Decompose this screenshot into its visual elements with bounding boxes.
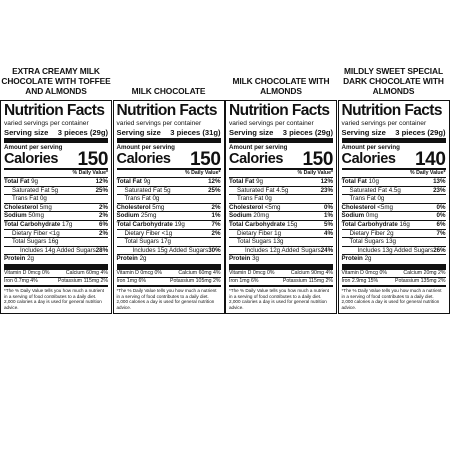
nutrient-amount: 5mg <box>39 203 52 211</box>
nutrient-amount: 10g <box>368 178 379 185</box>
nutrient-amount: 2g <box>27 255 34 263</box>
saturated-fat-row <box>342 186 446 195</box>
nutrient-label: Cholesterol <box>116 203 151 211</box>
nutrient-label: Protein <box>341 255 363 263</box>
serving-size-row <box>229 128 333 137</box>
nutrient-label: Includes 12g Added Sugars <box>245 246 321 254</box>
added-sugars-row <box>4 246 108 255</box>
mineral-dv: 4% <box>30 278 38 285</box>
dietary-fiber-row <box>117 229 221 238</box>
nutrient-amount: 2g <box>364 255 372 263</box>
nutrient-amount: 16g <box>399 220 410 228</box>
product-name: MILDLY SWEET SPECIAL DARK CHOCOLATE WITH ALMONDS <box>343 66 444 96</box>
vitamin-amount: 0mcg <box>27 269 41 276</box>
mineral-label: Calcium <box>65 269 85 276</box>
serving-size-value: 3 pieces (29g) <box>282 128 333 137</box>
nutrient-amount: 20mg <box>253 212 269 220</box>
calories-label: Calories <box>229 151 284 167</box>
nutrient-label: Includes 14g Added Sugars <box>20 246 96 254</box>
amount-per-serving: Amount per serving <box>4 144 63 151</box>
nutrient-dv: 25% <box>208 186 221 194</box>
vitamin-row-1 <box>229 269 333 277</box>
nutrient-label: Cholesterol <box>341 203 376 211</box>
product-column-1 <box>0 66 112 314</box>
product-column-2 <box>113 86 225 314</box>
vitamin-label: Vitamin D <box>116 269 139 276</box>
nutrient-amount: 25mg <box>140 212 157 220</box>
mineral-amount: 1mg <box>126 278 137 285</box>
nutrient-dv: 1% <box>324 212 333 220</box>
nutrient-amount: 5g <box>163 186 171 194</box>
product-column-3 <box>225 76 337 314</box>
mineral-amount: 20mg <box>423 269 437 276</box>
nutrient-dv: 2% <box>211 203 221 211</box>
protein-row <box>229 254 333 263</box>
vitamin-dv: 0% <box>379 269 387 276</box>
mineral-label: Calcium <box>403 269 423 276</box>
nutrient-dv: 23% <box>320 186 333 194</box>
nutrient-label: Total Carbohydrate <box>341 220 398 228</box>
nutrient-label: Total Carbohydrate <box>116 220 173 228</box>
calories-label: Calories <box>116 151 171 167</box>
footnote: *The % Daily Value tells you how much a nutrient in a serving of food contributes to a daily diet. 2,000 calories a day is used for general nutrition advice. <box>229 288 330 310</box>
panel-title: Nutrition Facts <box>4 102 105 119</box>
nutrient-label: Total Sugars <box>124 238 159 246</box>
nutrient-label: Dietary Fiber <box>349 229 385 237</box>
serving-size-row <box>117 128 221 137</box>
added-sugars-row <box>342 246 446 255</box>
added-sugars-row <box>229 246 333 255</box>
mineral-dv: 2% <box>100 278 108 285</box>
saturated-fat-row <box>117 186 221 195</box>
mineral-dv: 6% <box>250 278 259 285</box>
nutrient-amount: 15g <box>287 220 298 228</box>
mineral-dv: 6% <box>138 278 146 285</box>
nutrient-dv: 25% <box>95 186 108 194</box>
nutrient-label: Total Carbohydrate <box>4 220 61 228</box>
nutrient-label: Trans Fat <box>349 195 376 203</box>
nutrient-amount: 5g <box>51 186 59 194</box>
nutrient-dv: 0% <box>436 203 446 211</box>
nutrient-dv: 2% <box>99 203 108 211</box>
nutrient-label: Total Sugars <box>12 238 47 246</box>
daily-value-header: % Daily Value* <box>297 170 333 176</box>
serving-size-row <box>342 128 446 137</box>
mineral-amount: 135mg <box>420 278 437 285</box>
nutrient-label: Cholesterol <box>4 203 39 211</box>
nutrient-label: Sodium <box>341 212 365 220</box>
nutrient-label: Total Fat <box>229 178 255 185</box>
vitamin-row-2 <box>117 277 221 285</box>
mineral-amount: 115mg <box>83 278 100 285</box>
nutrient-label: Saturated Fat <box>349 186 387 194</box>
nutrient-dv: 0% <box>324 203 333 211</box>
serving-size-label: Serving size <box>4 128 49 137</box>
total-fat-row <box>4 177 108 186</box>
sodium-row <box>4 211 108 220</box>
divider-medium <box>4 285 108 287</box>
nutrient-label: Protein <box>116 255 138 263</box>
vitamin-row-2 <box>4 277 108 285</box>
nutrient-dv: 7% <box>211 220 221 228</box>
vitamin-row-1 <box>342 269 446 277</box>
calories-row <box>117 151 221 168</box>
calories-label: Calories <box>4 151 59 167</box>
mineral-dv: 4% <box>325 269 333 276</box>
amount-per-serving: Amount per serving <box>341 144 400 151</box>
servings-per-container: varied servings per container <box>4 120 89 127</box>
cholesterol-row <box>117 203 221 212</box>
carbohydrate-row <box>229 220 333 229</box>
protein-row <box>342 254 446 263</box>
calories-value: 150 <box>189 149 221 170</box>
saturated-fat-row <box>4 186 108 195</box>
nutrient-label: Trans Fat <box>237 195 264 203</box>
nutrient-dv: 12% <box>95 178 108 185</box>
vitamin-label: Vitamin D <box>341 269 364 276</box>
servings-per-container: varied servings per container <box>116 120 202 127</box>
nutrient-amount: 0g <box>377 195 385 203</box>
nutrient-amount: 17g <box>160 238 171 246</box>
trans-fat-row <box>229 194 333 203</box>
daily-value-header: % Daily Value* <box>185 170 221 176</box>
panel-title: Nutrition Facts <box>229 102 330 119</box>
serving-size-row <box>4 128 108 137</box>
nutrient-dv: 23% <box>433 186 446 194</box>
serving-size-label: Serving size <box>116 128 161 137</box>
total-sugars-row <box>229 237 333 246</box>
mineral-dv: 2% <box>438 278 446 285</box>
nutrient-label: Sodium <box>4 212 27 220</box>
divider-thick <box>342 138 446 143</box>
nutrient-label: Includes 13g Added Sugars <box>357 246 434 254</box>
nutrition-facts-panel <box>0 100 112 314</box>
nutrient-label: Dietary Fiber <box>124 229 160 237</box>
sodium-row <box>229 211 333 220</box>
vitamin-amount: 0mcg <box>140 269 154 276</box>
nutrient-label: Dietary Fiber <box>237 229 273 237</box>
mineral-label: Iron <box>341 278 351 285</box>
protein-row <box>4 254 108 263</box>
product-name: EXTRA CREAMY MILK CHOCOLATE WITH TOFFEE AND ALMONDS <box>1 66 111 96</box>
divider-thick <box>4 138 108 143</box>
nutrient-dv: 28% <box>95 246 109 254</box>
nutrient-amount: 5mg <box>152 203 165 211</box>
product-name: MILK CHOCOLATE <box>131 86 206 96</box>
nutrient-dv: 13% <box>433 178 446 185</box>
nutrient-amount: <5mg <box>377 203 393 211</box>
total-fat-row <box>117 177 221 186</box>
mineral-amount: 105mg <box>195 278 212 285</box>
panel-title: Nutrition Facts <box>116 102 217 119</box>
nutrient-dv: 6% <box>436 220 446 228</box>
vitamin-row-1 <box>117 269 221 277</box>
nutrient-dv: 12% <box>208 178 221 185</box>
nutrient-dv: 0% <box>436 212 446 220</box>
mineral-label: Calcium <box>290 269 310 276</box>
mineral-amount: 1mg <box>239 278 250 285</box>
nutrient-label: Total Fat <box>4 178 30 185</box>
sodium-row <box>117 211 221 220</box>
mineral-label: Potassium <box>395 278 420 285</box>
footnote: *The % Daily Value tells you how much a nutrient in a serving of food contributes to a daily diet. 2,000 calories a day is used for general nutrition advice. <box>341 288 442 310</box>
nutrition-facts-panel <box>225 100 337 314</box>
mineral-label: Iron <box>229 278 238 285</box>
calories-value: 150 <box>77 149 108 170</box>
cholesterol-row <box>229 203 333 212</box>
nutrient-dv: 7% <box>436 229 446 237</box>
protein-row <box>117 254 221 263</box>
mineral-dv: 2% <box>325 278 333 285</box>
saturated-fat-row <box>229 186 333 195</box>
nutrient-label: Trans Fat <box>12 195 39 203</box>
nutrient-label: Saturated Fat <box>124 186 162 194</box>
mineral-label: Potassium <box>170 278 195 285</box>
nutrient-label: Includes 15g Added Sugars <box>132 246 209 254</box>
nutrient-amount: 0g <box>264 195 272 203</box>
product-column-4 <box>338 66 450 314</box>
nutrient-amount: 50mg <box>28 212 44 220</box>
divider-medium <box>229 285 333 287</box>
mineral-dv: 4% <box>213 269 221 276</box>
mineral-dv: 2% <box>438 269 446 276</box>
nutrient-amount: 0g <box>152 195 160 203</box>
mineral-label: Potassium <box>282 278 308 285</box>
serving-size-value: 3 pieces (29g) <box>395 128 446 137</box>
serving-size-label: Serving size <box>229 128 274 137</box>
cholesterol-row <box>4 203 108 212</box>
vitamin-dv: 0% <box>42 269 50 276</box>
vitamin-row-1 <box>4 269 108 277</box>
nutrient-amount: 9g <box>143 178 151 185</box>
nutrient-amount: 17g <box>62 220 73 228</box>
nutrient-dv: 30% <box>208 246 221 254</box>
nutrient-dv: 1% <box>211 212 221 220</box>
nutrient-dv: 4% <box>324 229 333 237</box>
nutrition-facts-panel <box>338 100 450 314</box>
vitamin-label: Vitamin D <box>229 269 252 276</box>
mineral-label: Potassium <box>57 278 83 285</box>
nutrient-amount: 19g <box>174 220 185 228</box>
mineral-dv: 15% <box>367 278 379 285</box>
nutrient-label: Total Sugars <box>349 238 384 246</box>
servings-per-container: varied servings per container <box>341 120 427 127</box>
nutrient-label: Total Sugars <box>237 238 272 246</box>
added-sugars-row <box>117 246 221 255</box>
nutrient-amount: 2g <box>139 255 147 263</box>
calories-value: 150 <box>302 149 333 170</box>
trans-fat-row <box>117 194 221 203</box>
divider-medium <box>342 285 446 287</box>
nutrient-amount: 4.5g <box>276 186 289 194</box>
nutrient-amount: 1g <box>274 229 282 237</box>
total-fat-row <box>229 177 333 186</box>
nutrient-label: Total Carbohydrate <box>229 220 286 228</box>
vitamin-label: Vitamin D <box>4 269 27 276</box>
nutrient-amount: 9g <box>256 178 263 185</box>
calories-label: Calories <box>341 151 396 167</box>
nutrient-amount: 13g <box>273 238 284 246</box>
dietary-fiber-row <box>229 229 333 238</box>
mineral-label: Iron <box>116 278 126 285</box>
nutrient-amount: <1g <box>49 229 60 237</box>
nutrient-dv: 6% <box>99 220 108 228</box>
vitamin-amount: 0mcg <box>252 269 266 276</box>
nutrient-label: Total Fat <box>116 178 142 185</box>
product-name: MILK CHOCOLATE WITH ALMONDS <box>232 76 330 96</box>
carbohydrate-row <box>117 220 221 229</box>
cholesterol-row <box>342 203 446 212</box>
mineral-amount: 0.7mg <box>14 278 29 285</box>
amount-per-serving: Amount per serving <box>116 144 175 151</box>
carbohydrate-row <box>4 220 108 229</box>
sodium-row <box>342 211 446 220</box>
nutrient-label: Saturated Fat <box>12 186 50 194</box>
total-sugars-row <box>342 237 446 246</box>
vitamin-dv: 0% <box>267 269 275 276</box>
serving-size-value: 3 pieces (29g) <box>57 128 108 137</box>
nutrient-dv: 2% <box>211 229 221 237</box>
mineral-amount: 2.9mg <box>351 278 367 285</box>
daily-value-header: % Daily Value* <box>410 170 446 176</box>
mineral-dv: 2% <box>213 278 221 285</box>
dietary-fiber-row <box>342 229 446 238</box>
trans-fat-row <box>4 194 108 203</box>
nutrient-label: Dietary Fiber <box>12 229 48 237</box>
nutrient-label: Saturated Fat <box>237 186 275 194</box>
dietary-fiber-row <box>4 229 108 238</box>
calories-row <box>4 151 108 168</box>
vitamin-amount: 0mcg <box>365 269 379 276</box>
vitamin-row-2 <box>229 277 333 285</box>
nutrient-label: Protein <box>229 255 251 263</box>
divider-thick <box>117 138 221 143</box>
vitamin-row-2 <box>342 277 446 285</box>
nutrient-amount: 3g <box>252 255 259 263</box>
nutrition-facts-panel <box>113 100 225 314</box>
calories-row <box>342 151 446 168</box>
nutrient-dv: 5% <box>324 220 333 228</box>
mineral-dv: 4% <box>100 269 108 276</box>
panel-title: Nutrition Facts <box>341 102 442 119</box>
nutrient-amount: <1g <box>161 229 173 237</box>
mineral-label: Iron <box>4 278 13 285</box>
divider-thick <box>229 138 333 143</box>
nutrient-dv: 26% <box>433 246 446 254</box>
nutrient-dv: 2% <box>99 229 108 237</box>
nutrient-label: Sodium <box>116 212 140 220</box>
nutrient-amount: <5mg <box>264 203 281 211</box>
trans-fat-row <box>342 194 446 203</box>
mineral-amount: 90mg <box>311 269 325 276</box>
total-sugars-row <box>117 237 221 246</box>
total-sugars-row <box>4 237 108 246</box>
nutrient-amount: 9g <box>31 178 38 185</box>
nutrient-amount: 2g <box>386 229 394 237</box>
nutrient-dv: 2% <box>99 212 108 220</box>
servings-per-container: varied servings per container <box>229 120 314 127</box>
serving-size-label: Serving size <box>341 128 386 137</box>
footnote: *The % Daily Value tells you how much a nutrient in a serving of food contributes to a daily diet. 2,000 calories a day is used for general nutrition advice. <box>116 288 217 310</box>
mineral-amount: 60mg <box>198 269 212 276</box>
nutrient-amount: 4.5g <box>388 186 401 194</box>
nutrient-label: Sodium <box>229 212 252 220</box>
nutrient-label: Cholesterol <box>229 203 264 211</box>
amount-per-serving: Amount per serving <box>229 144 288 151</box>
nutrient-amount: 0mg <box>365 212 378 220</box>
vitamin-dv: 0% <box>154 269 162 276</box>
nutrient-amount: 0g <box>39 195 47 203</box>
total-fat-row <box>342 177 446 186</box>
calories-value: 140 <box>414 149 446 170</box>
daily-value-header: % Daily Value* <box>72 170 108 176</box>
nutrient-dv: 12% <box>320 178 333 185</box>
serving-size-value: 3 pieces (31g) <box>170 128 221 137</box>
mineral-amount: 115mg <box>308 278 325 285</box>
nutrient-label: Total Fat <box>341 178 367 185</box>
calories-row <box>229 151 333 168</box>
nutrient-amount: 16g <box>48 238 59 246</box>
nutrient-label: Trans Fat <box>124 195 151 203</box>
divider-medium <box>117 285 221 287</box>
nutrient-dv: 24% <box>320 246 334 254</box>
nutrient-amount: 13g <box>385 238 396 246</box>
footnote: *The % Daily Value tells you how much a nutrient in a serving of food contributes to a daily diet. 2,000 calories a day is used for general nutrition advice. <box>4 288 105 310</box>
mineral-amount: 60mg <box>86 269 100 276</box>
mineral-label: Calcium <box>178 269 198 276</box>
nutrient-label: Protein <box>4 255 26 263</box>
carbohydrate-row <box>342 220 446 229</box>
